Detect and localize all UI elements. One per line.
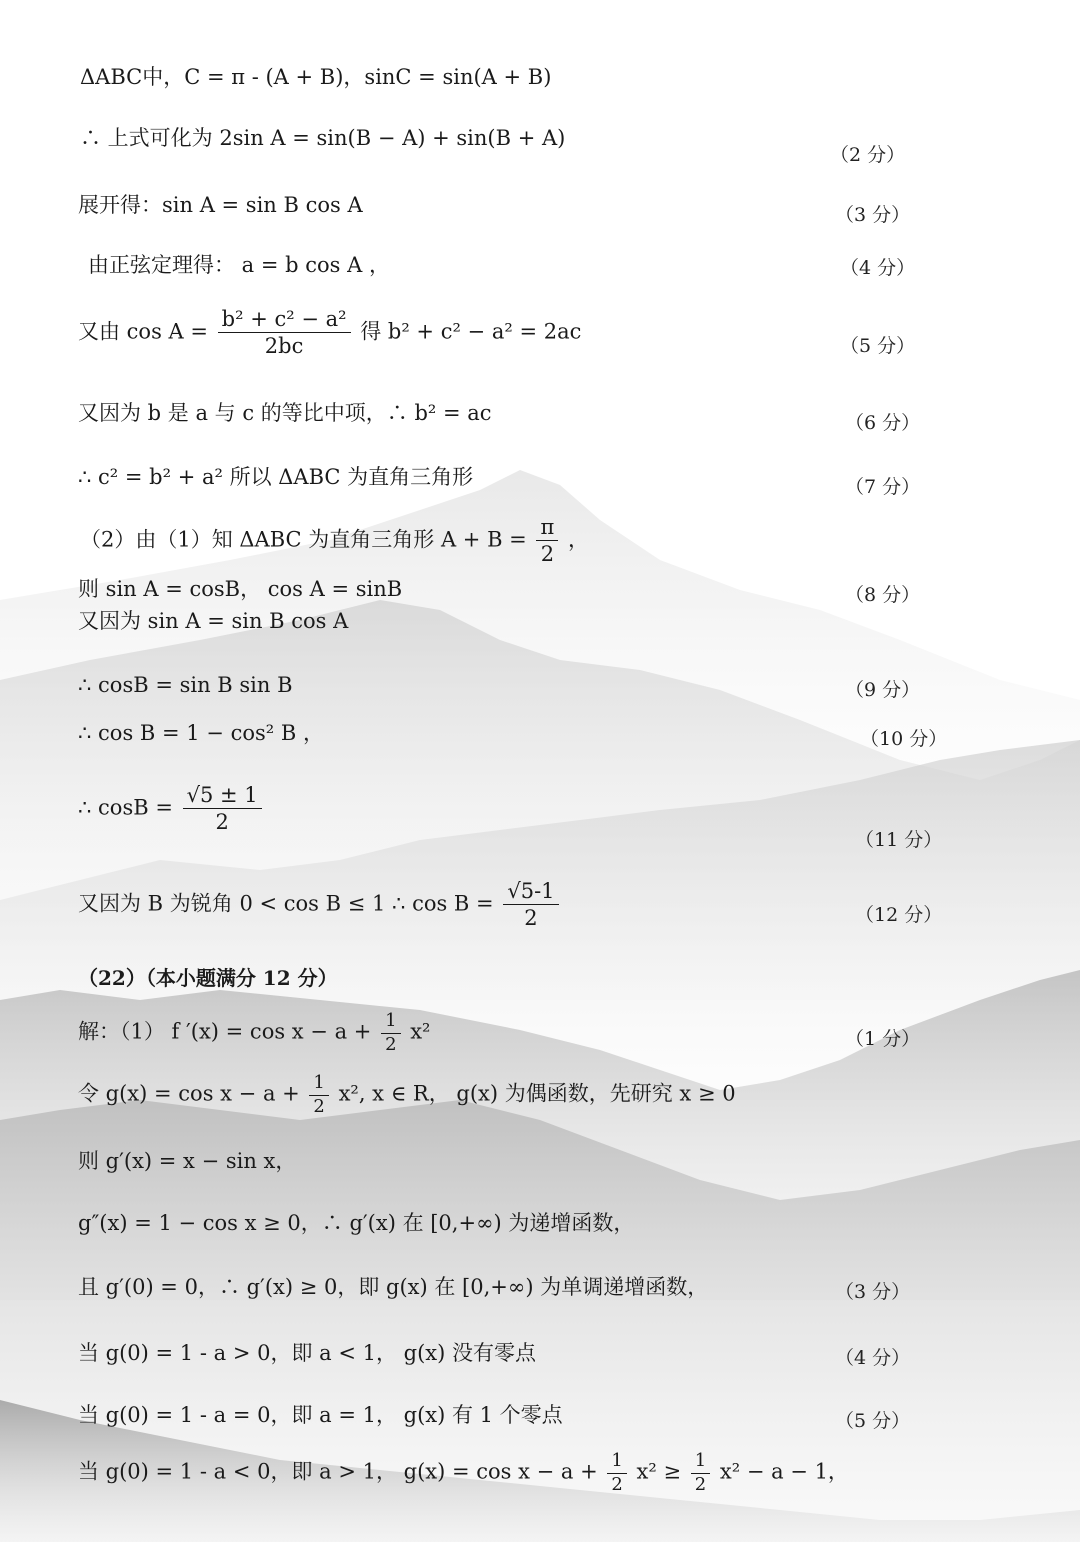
fraction-denominator: 2 (611, 1473, 623, 1495)
fraction-half-1 (607, 1450, 626, 1496)
fraction-denominator: 2 (524, 906, 538, 931)
score-9: （9 分） (845, 679, 921, 701)
line-18: 则 g′(x) = x − sin x， (78, 1149, 297, 1173)
line-5-pre: 又由 cos A = (78, 319, 208, 344)
part-score-4: （4 分） (835, 1347, 911, 1369)
line-11: ∴ cosB = sin B sin B (78, 673, 293, 697)
line-17 (78, 1072, 736, 1118)
fraction-numerator: π (536, 514, 558, 541)
score-5: （5 分） (840, 335, 916, 357)
fraction-half (381, 1010, 400, 1056)
fraction-cosB-final (503, 878, 558, 932)
fraction-cosA (218, 306, 351, 360)
line-16-post: x² (410, 1019, 431, 1044)
part-score-5: （5 分） (835, 1410, 911, 1432)
fraction-cosB-roots (183, 782, 262, 836)
line-23-pre: 当 g(0) = 1 - a < 0，即 a > 1， g(x) = cos x − a + (78, 1459, 598, 1484)
line-6: 又因为 b 是 a 与 c 的等比中项，∴ b² = ac (78, 401, 492, 425)
score-2: （2 分） (830, 144, 906, 166)
fraction-half (309, 1072, 328, 1118)
fraction-numerator: √5 ± 1 (183, 782, 262, 809)
line-13 (78, 782, 265, 836)
score-7: （7 分） (845, 476, 921, 498)
line-9: 则 sin A = cosB， cos A = sinB (78, 577, 403, 601)
fraction-numerator: √5-1 (503, 878, 558, 905)
score-8: （8 分） (845, 584, 921, 606)
part-score-1: （1 分） (845, 1028, 921, 1050)
line-23 (78, 1450, 849, 1496)
line-2: ∴ 上式可化为 2sin A = sin(B − A) + sin(B + A) (80, 126, 566, 150)
line-3: 展开得：sin A = sin B cos A (78, 193, 363, 217)
line-23-mid: x² ≥ (636, 1459, 682, 1484)
line-20: 且 g′(0) = 0，∴ g′(x) ≥ 0，即 g(x) 在 [0,+∞) 为单调递增函数， (78, 1275, 709, 1299)
fraction-denominator: 2bc (264, 334, 304, 359)
fraction-pi-half (536, 514, 558, 568)
line-12: ∴ cos B = 1 − cos² B ， (78, 721, 324, 745)
line-23-post: x² − a − 1， (719, 1459, 849, 1484)
line-14 (78, 878, 562, 932)
line-17-pre: 令 g(x) = cos x − a + (78, 1081, 300, 1106)
fraction-numerator: 1 (607, 1450, 626, 1474)
line-16 (78, 1010, 430, 1056)
line-8-pre: （2）由（1）知 ΔABC 为直角三角形 A + B = (80, 527, 527, 552)
score-4: （4 分） (840, 257, 916, 279)
line-21: 当 g(0) = 1 - a > 0，即 a < 1， g(x) 没有零点 (78, 1341, 536, 1365)
score-12: （12 分） (855, 904, 943, 926)
section-22-title: （22）（本小题满分 12 分） (78, 966, 338, 990)
line-1: ΔABC中，C = π - (A + B)，sinC = sin(A + B) (80, 65, 552, 89)
fraction-numerator: 1 (691, 1450, 710, 1474)
score-11: （11 分） (855, 829, 943, 851)
fraction-numerator: 1 (381, 1010, 400, 1034)
score-6: （6 分） (845, 412, 921, 434)
fraction-numerator: 1 (309, 1072, 328, 1096)
fraction-denominator: 2 (540, 542, 555, 567)
fraction-denominator: 2 (313, 1095, 325, 1117)
part-score-3: （3 分） (835, 1281, 911, 1303)
line-8-post: ， (567, 527, 589, 552)
line-10: 又因为 sin A = sin B cos A (78, 609, 349, 633)
line-16-pre: 解：（1） f ′(x) = cos x − a + (78, 1019, 372, 1044)
line-5-post: 得 b² + c² − a² = 2ac (360, 319, 582, 344)
line-4: 由正弦定理得： a = b cos A ， (88, 253, 390, 277)
line-7: ∴ c² = b² + a² 所以 ΔABC 为直角三角形 (78, 465, 474, 489)
line-13-pre: ∴ cosB = (78, 795, 173, 820)
fraction-denominator: 2 (215, 810, 229, 835)
line-19: g″(x) = 1 − cos x ≥ 0，∴ g′(x) 在 [0,+∞) 为递增函数， (78, 1211, 635, 1235)
line-22: 当 g(0) = 1 - a = 0，即 a = 1， g(x) 有 1 个零点 (78, 1403, 563, 1427)
fraction-denominator: 2 (694, 1473, 707, 1495)
line-17-post: x², x ∈ R， g(x) 为偶函数，先研究 x ≥ 0 (338, 1081, 736, 1106)
line-14-pre: 又因为 B 为锐角 0 < cos B ≤ 1 ∴ cos B = (78, 891, 494, 916)
fraction-denominator: 2 (385, 1033, 397, 1055)
line-8 (80, 514, 589, 568)
line-5 (78, 306, 581, 360)
score-10: （10 分） (860, 728, 948, 750)
fraction-numerator: b² + c² − a² (218, 306, 351, 333)
score-3: （3 分） (835, 204, 911, 226)
fraction-half-2 (691, 1450, 710, 1496)
